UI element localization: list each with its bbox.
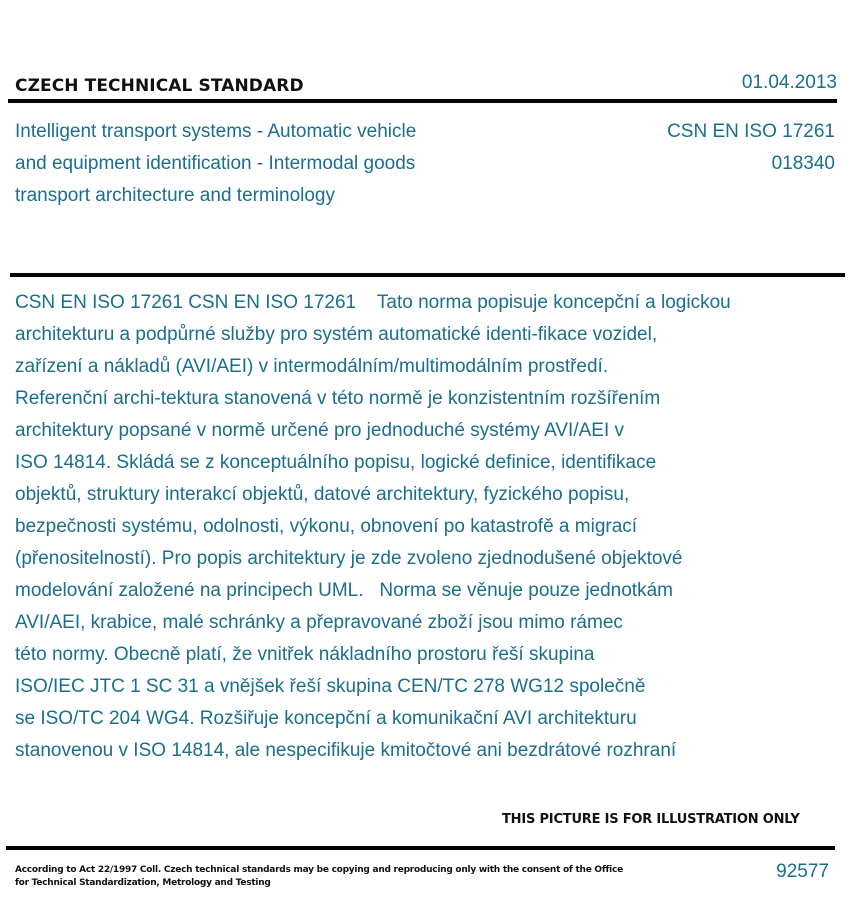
abstract-line: CSN EN ISO 17261 CSN EN ISO 17261 Tato norma popisuje koncepční a logickou [15, 292, 731, 313]
standard-number: CSN EN ISO 17261 [667, 121, 835, 142]
legal-notice-line: for Technical Standardization, Metrology and Testing [15, 878, 271, 888]
abstract-line: architekturu a podpůrné služby pro systém automatické identi-fikace vozidel, [15, 324, 658, 345]
abstract-line: se ISO/TC 204 WG4. Rozšiřuje koncepční a komunikační AVI architekturu [15, 708, 637, 729]
document-identifiers [667, 116, 835, 180]
document-title-line: transport architecture and terminology [15, 185, 335, 206]
document-title-line: and equipment identification - Intermodal goods [15, 153, 416, 174]
abstract-line: modelování založené na principech UML. Norma se věnuje pouze jednotkám [15, 580, 673, 601]
abstract-line: architektury popsané v normě určené pro jednoduché systémy AVI/AEI v [15, 420, 625, 441]
header-divider [8, 99, 837, 103]
legal-notice [15, 864, 623, 890]
abstract-line: stanovenou v ISO 14814, ale nespecifikuje kmitočtové ani bezdrátové rozhraní [15, 740, 677, 761]
abstract-line: této normy. Obecně platí, že vnitřek nákladního prostoru řeší skupina [15, 644, 595, 665]
abstract-line: AVI/AEI, krabice, malé schránky a přepravované zboží jsou mimo rámec [15, 612, 623, 633]
illustration-notice: THIS PICTURE IS FOR ILLUSTRATION ONLY [502, 812, 800, 827]
abstract-line: Referenční archi-tektura stanovená v této normě je konzistentním rozšířením [15, 388, 661, 409]
abstract-line: objektů, struktury interakcí objektů, datové architektury, fyzického popisu, [15, 484, 630, 505]
document-title-line: Intelligent transport systems - Automatic vehicle [15, 121, 417, 142]
standard-abstract [15, 287, 845, 767]
abstract-line: bezpečnosti systému, odolnosti, výkonu, obnovení po katastrofě a migrací [15, 516, 638, 537]
abstract-line: zařízení a nákladů (AVI/AEI) v intermodálním/multimodálním prostředí. [15, 356, 609, 377]
catalog-number: 018340 [771, 153, 835, 174]
legal-notice-line: According to Act 22/1997 Coll. Czech technical standards may be copying and reproducing only with the consent of the Office [15, 865, 623, 875]
abstract-line: (přenositelností). Pro popis architektury je zde zvoleno zjednodušené objektové [15, 548, 683, 569]
section-divider [10, 273, 845, 277]
issue-date: 01.04.2013 [741, 72, 837, 93]
document-title [15, 116, 495, 212]
document-code: 92577 [776, 861, 829, 882]
standard-type-heading: CZECH TECHNICAL STANDARD [15, 76, 304, 96]
footer-divider [6, 846, 835, 850]
abstract-line: ISO 14814. Skládá se z konceptuálního popisu, logické definice, identifikace [15, 452, 657, 473]
abstract-line: ISO/IEC JTC 1 SC 31 a vnějšek řeší skupina CEN/TC 278 WG12 společně [15, 676, 646, 697]
